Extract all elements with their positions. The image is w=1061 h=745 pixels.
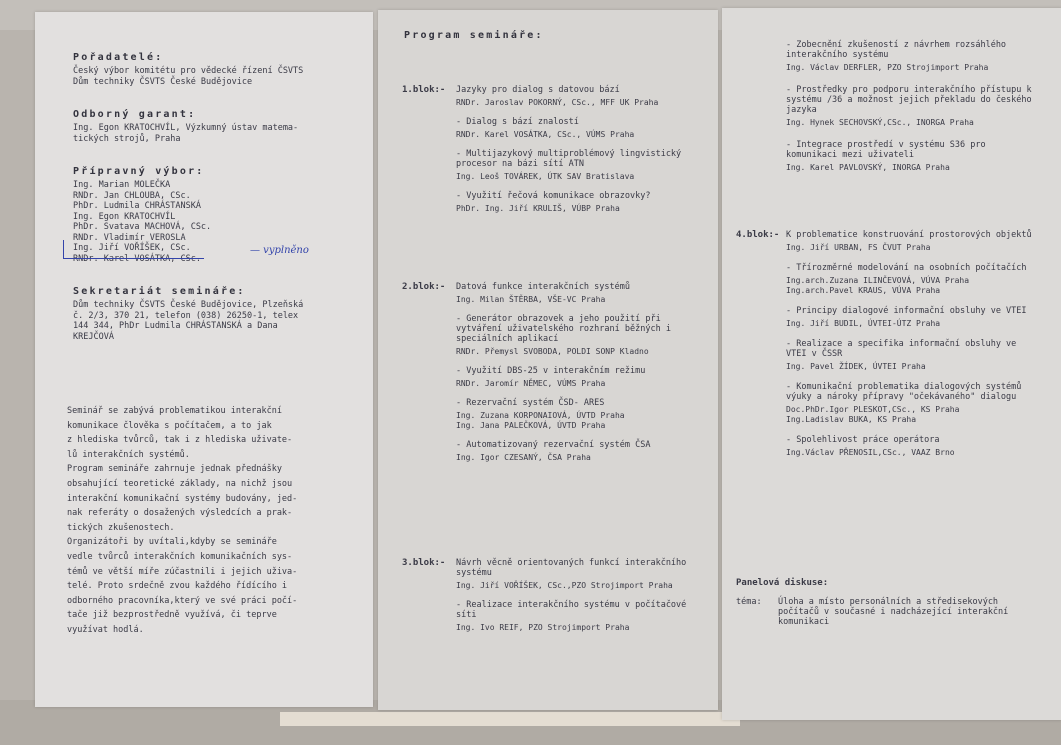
program-item: [456, 282, 696, 305]
guarantor-heading: Odborný garant:: [73, 109, 197, 120]
committee-member: Ing. Jiří VOŘÍŠEK, CSc.: [73, 243, 191, 253]
talk-author: Doc.PhDr.Igor PLESKOT,CSc., KS Praha Ing.Ladislav BUKA, KS Praha: [786, 405, 960, 424]
talk-author: RNDr. Jaromír NĚMEC, VÚMS Praha: [456, 379, 606, 388]
talk-title: - Komunikační problematika dialogových systémů výuky a nároky přípravy "očekávaného" dialogu: [786, 382, 1022, 402]
secretariat-line: 144 344, PhDr Ludmila CHRÁSTANSKÁ a Dana: [73, 321, 278, 331]
intro-line: komunikace člověka s počítačem, a to jak: [67, 420, 272, 431]
committee-member: RNDr. Jan CHLOUBA, CSc.: [73, 190, 191, 201]
talk-author: Ing. Ivo REIF, PZO Strojimport Praha: [456, 623, 630, 632]
program-item: [786, 382, 1036, 425]
talk-author: Ing. Igor CZESANÝ, ČSA Praha: [456, 453, 591, 462]
program-item: [456, 149, 696, 182]
program-item: [456, 191, 696, 214]
committee-member: PhDr. Svatava MACHOVÁ, CSc.: [73, 222, 212, 232]
talk-title: - Integrace prostředí v systému S36 pro komunikaci mezi uživateli: [786, 140, 986, 160]
talk-author: Ing. Pavel ŽÍDEK, ÚVTEI Praha: [786, 362, 926, 371]
intro-line: témů ve větší míře zúčastnili i jejich uživa-: [67, 566, 298, 577]
intro-line: telé. Proto srdečně zvou každého řídícího i: [67, 581, 288, 592]
guarantor-line: Ing. Egon KRATOCHVÍL, Výzkumný ústav matema-: [73, 123, 299, 133]
block-4-label: 4.blok:-: [736, 230, 780, 240]
intro-line: tače již bezprostředně využívá, či teprve: [67, 610, 277, 621]
talk-author: Ing. Milan ŠTĚRBA, VŠE-VC Praha: [456, 295, 606, 304]
talk-title: - Automatizovaný rezervační systém ČSA: [456, 440, 651, 450]
talk-title: - Dialog s bází znalostí: [456, 117, 579, 127]
program-item: [456, 440, 696, 463]
handwritten-note: — vyplněno: [250, 245, 309, 256]
program-item: [786, 435, 1036, 458]
talk-title: K problematice konstruování prostorových objektů: [786, 230, 1032, 240]
program-item: [786, 85, 1036, 128]
program-heading: Program semináře:: [404, 30, 544, 41]
talk-title: - Realizace a specifika informační obsluhy ve VTEI v ČSSR: [786, 339, 1017, 359]
program-item: [786, 40, 1036, 73]
talk-author: Ing.arch.Zuzana ILINČEVOVÁ, VÚVA Praha Ing.arch.Pavel KRAUS, VÚVA Praha: [786, 276, 970, 295]
block-2-label: 2.blok:-: [402, 282, 446, 292]
talk-title: - Zobecnění zkušeností z návrhem rozsáhlého interakčního systému: [786, 40, 1007, 60]
program-item: [456, 558, 696, 591]
talk-title: Jazyky pro dialog s datovou bází: [456, 85, 620, 95]
guarantor-line: tických strojů, Praha: [73, 133, 181, 144]
secretariat-line: č. 2/3, 370 21, telefon (038) 26250-1, telex: [73, 310, 299, 321]
intro-line: tických zkušenostech.: [67, 522, 175, 533]
program-item: [786, 140, 1036, 173]
program-item: [456, 398, 696, 431]
talk-author: Ing. Václav DERFLER, PZO Strojimport Praha: [786, 63, 989, 72]
organizers-heading: Pořadatelé:: [73, 52, 164, 63]
organizers-line: Dům techniky ČSVTS České Budějovice: [73, 76, 253, 87]
committee-member: RNDr. Vladimír VEROSLA: [73, 232, 186, 243]
talk-author: RNDr. Jaroslav POKORNÝ, CSc., MFF UK Praha: [456, 98, 659, 107]
talk-author: Ing. Jiří BUDIL, ÚVTEI-ÚTZ Praha: [786, 319, 941, 328]
secretariat-line: Dům techniky ČSVTS České Budějovice, Plzeňská: [73, 300, 304, 310]
committee-heading: Přípravný výbor:: [73, 166, 205, 177]
block-2-items: [456, 282, 696, 463]
intro-line: odborného pracovníka,který ve své práci počí-: [67, 595, 298, 606]
program-item: [456, 85, 696, 108]
talk-title: - Využití řečová komunikace obrazovky?: [456, 191, 651, 201]
intro-line: lů interakčních systémů.: [67, 449, 190, 460]
talk-author: Ing. Leoš TOVÁREK, ÚTK SAV Bratislava: [456, 172, 635, 181]
secretariat-line: KREJČOVÁ: [73, 331, 114, 342]
intro-line: vedle tvůrců interakčních komunikačních sys-: [67, 551, 293, 562]
committee-member: Ing. Egon KRATOCHVÍL: [73, 211, 176, 222]
talk-author: Ing. Karel PAVLOVSKÝ, INORGA Praha: [786, 163, 950, 172]
intro-line: interakční komunikační systémy budovány, jed-: [67, 493, 298, 504]
block-3-label: 3.blok:-: [402, 558, 446, 568]
leaflet-panel-left: [35, 12, 373, 707]
intro-line: obsahující teoretické základy, na nichž jsou: [67, 478, 293, 489]
panel-discussion-heading: Panelová diskuse:: [736, 578, 829, 588]
talk-author: Ing. Hynek SECHOVSKÝ,CSc., INORGA Praha: [786, 118, 974, 127]
organizers-list: [73, 66, 368, 87]
intro-line: nak referáty o dosažených výsledcích a prak-: [67, 508, 293, 519]
program-item: [786, 263, 1036, 296]
organizers-line: Český výbor komitétu pro vědecké řízení ČSVTS: [73, 66, 304, 76]
intro-line: Seminář se zabývá problematikou interakční: [67, 406, 282, 416]
committee-member: PhDr. Ludmila CHRÁSTANSKÁ: [73, 201, 201, 211]
talk-title: - Třírozměrné modelování na osobních počítačích: [786, 263, 1027, 273]
intro-line: z hlediska tvůrců, tak i z hlediska uživate-: [67, 435, 293, 446]
block-1-label: 1.blok:-: [402, 85, 446, 95]
talk-title: Datová funkce interakčních systémů: [456, 282, 630, 292]
talk-title: - Využití DBS-25 v interakčním režimu: [456, 366, 646, 376]
talk-author: Ing. Jiří VOŘÍŠEK, CSc.,PZO Strojimport Praha: [456, 581, 673, 590]
talk-title: - Prostředky pro podporu interakčního přístupu k systému /36 a možnost jejich překladu do českého jazyka: [786, 85, 1032, 115]
talk-author: Ing. Zuzana KORPONAIOVÁ, ÚVTD Praha Ing. Jana PALEČKOVÁ, ÚVTD Praha: [456, 411, 625, 430]
talk-author: Ing. Jiří URBAN, FS ČVUT Praha: [786, 243, 931, 252]
program-item: [456, 366, 696, 389]
leaflet-panel-middle: [378, 10, 718, 710]
intro-line: Organizátoři by uvítali,kdyby se semináře: [67, 537, 277, 548]
program-item: [786, 306, 1036, 329]
block-1-items: [456, 85, 696, 214]
talk-title: - Multijazykový multiproblémový lingvistický procesor na bázi sítí ATN: [456, 149, 682, 169]
talk-title: - Principy dialogové informační obsluhy ve VTEI: [786, 306, 1027, 316]
block-3-items: [456, 558, 696, 633]
program-item: [786, 339, 1036, 372]
talk-title: - Spolehlivost práce operátora: [786, 435, 940, 445]
talk-author: RNDr. Karel VOSÁTKA, CSc., VÚMS Praha: [456, 130, 635, 139]
paper-edge-strip: [280, 712, 740, 726]
program-item: [456, 600, 696, 633]
secretariat-heading: Sekretariát semináře:: [73, 286, 246, 297]
talk-author: RNDr. Přemysl SVOBODA, POLDI SONP Kladno: [456, 347, 649, 356]
talk-title: - Realizace interakčního systému v počítačové síti: [456, 600, 687, 620]
discussion-topic-label: téma:: [736, 597, 762, 607]
program-item: [456, 314, 696, 357]
discussion-topic: Úloha a místo personálních a středisekových počítačů v současné i nadcházející interakční komunikaci: [778, 597, 1009, 627]
talk-author: PhDr. Ing. Jiří KRULIŠ, VÚBP Praha: [456, 204, 620, 213]
committee-member: RNDr. Karel VOSÁTKA, CSc.: [73, 253, 201, 264]
leaflet-panel-right: [722, 8, 1061, 720]
handwritten-bracket: [63, 240, 204, 259]
talk-title: - Generátor obrazovek a jeho použití při vytváření uživatelského rozhraní běžných i speciálních aplikací: [456, 314, 671, 344]
block-4-items: [786, 230, 1036, 458]
program-item: [786, 230, 1036, 253]
intro-line: využívat hodlá.: [67, 624, 144, 635]
committee-member: Ing. Marian MOLEČKA: [73, 180, 171, 190]
intro-line: Program semináře zahrnuje jednak přednášky: [67, 464, 282, 475]
program-item: [456, 117, 696, 140]
seminar-intro: [67, 404, 367, 638]
talk-title: - Rezervační systém ČSD- ARES: [456, 398, 605, 408]
talk-author: Ing.Václav PŘENOSIL,CSc., VAAZ Brno: [786, 448, 955, 457]
talk-title: Návrh věcně orientovaných funkcí interakčního systému: [456, 558, 687, 578]
block-3-continued: [786, 40, 1036, 173]
